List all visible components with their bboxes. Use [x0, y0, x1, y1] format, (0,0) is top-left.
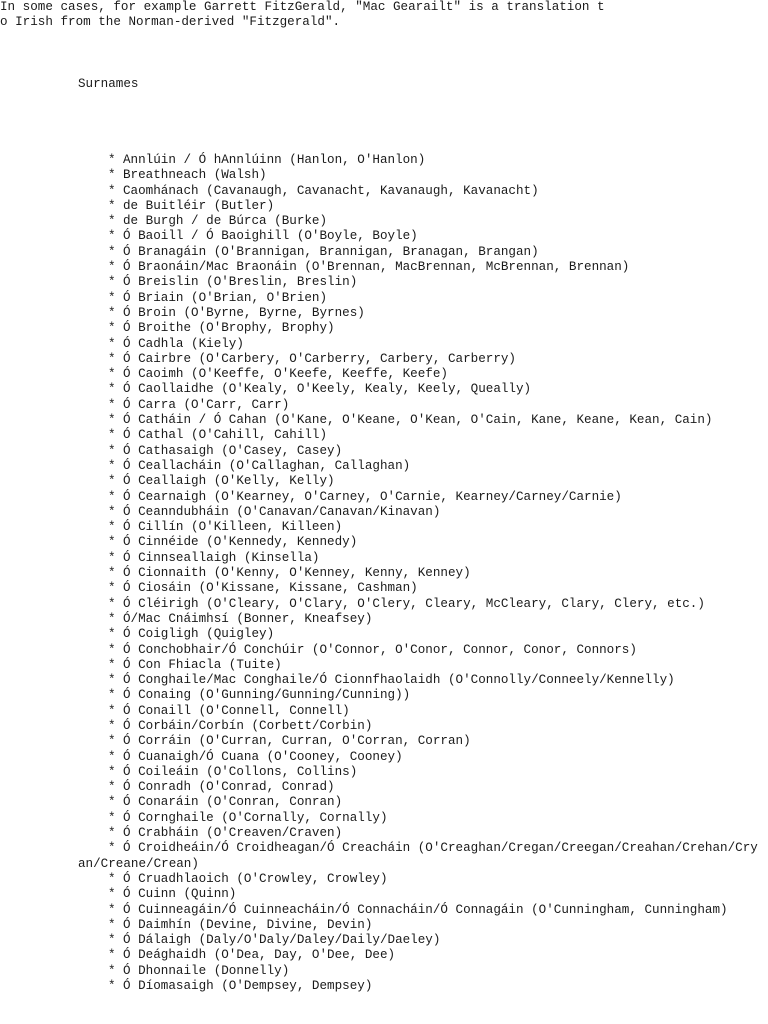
intro-line: In some cases, for example Garrett FitzGerald, "Mac Gearailt" is a translation t — [0, 0, 605, 14]
list-item-text: Ó Díomasaigh (O'Dempsey, Dempsey) — [123, 979, 373, 994]
bullet: * — [108, 841, 116, 856]
list-item — [0, 505, 768, 520]
list-item-text: Ó Cathasaigh (O'Casey, Casey) — [123, 443, 343, 458]
bullet: * — [108, 810, 116, 825]
list-item — [0, 734, 768, 749]
list-item — [0, 719, 768, 734]
list-item — [0, 153, 768, 168]
bullet: * — [108, 244, 116, 259]
list-item-text: Ó Daimhín (Devine, Divine, Devin) — [123, 917, 373, 932]
bullet: * — [108, 902, 116, 917]
list-item — [0, 765, 768, 780]
list-item — [0, 444, 768, 459]
list-item-text: de Burgh / de Búrca (Burke) — [123, 214, 328, 229]
list-item-text: Ó Caoimh (O'Keeffe, O'Keefe, Keeffe, Keefe) — [123, 367, 448, 382]
list-item — [0, 704, 768, 719]
page-title: Surnames — [78, 77, 139, 91]
bullet: * — [108, 749, 116, 764]
list-item-text: Ó Broithe (O'Brophy, Brophy) — [123, 321, 335, 336]
bullet: * — [108, 382, 116, 397]
list-item — [0, 398, 768, 413]
list-item — [0, 658, 768, 673]
bullet: * — [108, 275, 116, 290]
list-item-text: Ó Ceallacháin (O'Callaghan, Callaghan) — [123, 458, 411, 473]
bullet: * — [108, 917, 116, 932]
list-item-text: Ó Broin (O'Byrne, Byrne, Byrnes) — [123, 305, 365, 320]
list-item — [0, 903, 768, 918]
list-item — [0, 964, 768, 979]
bullet: * — [108, 183, 116, 198]
list-item-text: Ó Carra (O'Carr, Carr) — [123, 397, 290, 412]
bullet: * — [108, 153, 116, 167]
list-item — [0, 933, 768, 948]
list-item-text: Ó Braonáin/Mac Braonáin (O'Brennan, MacBrennan, McBrennan, Brennan) — [123, 260, 630, 275]
bullet: * — [108, 260, 116, 275]
list-item-text: Ó Conghaile/Mac Conghaile/Ó Cionnfhaolaidh (O'Connolly/Conneely/Kennelly) — [123, 673, 675, 688]
list-item-text: Ó Coileáin (O'Collons, Collins) — [123, 764, 358, 779]
list-item — [0, 367, 768, 382]
bullet: * — [108, 336, 116, 351]
list-item — [0, 474, 768, 489]
list-item — [0, 872, 768, 887]
list-item-text: Ó Cruadhlaoich (O'Crowley, Crowley) — [123, 871, 388, 886]
bullet: * — [108, 566, 116, 581]
list-item-text: Ó Deághaidh (O'Dea, Day, O'Dee, Dee) — [123, 948, 396, 963]
bullet: * — [108, 642, 116, 657]
list-item-text: Ó Dhonnaile (Donnelly) — [123, 963, 290, 978]
bullet: * — [108, 489, 116, 504]
list-item-text: Ó Cuanaigh/Ó Cuana (O'Cooney, Cooney) — [123, 749, 403, 764]
bullet: * — [108, 367, 116, 382]
bullet: * — [108, 979, 116, 994]
list-item — [0, 520, 768, 535]
bullet: * — [108, 397, 116, 412]
list-item-text: Ó Crabháin (O'Creaven/Craven) — [123, 826, 343, 841]
bullet: * — [108, 535, 116, 550]
list-item-text: Ó Ceallaigh (O'Kelly, Kelly) — [123, 474, 335, 489]
intro-line: o Irish from the Norman-derived "Fitzgerald". — [0, 15, 341, 30]
list-item — [0, 627, 768, 642]
bullet: * — [108, 963, 116, 978]
list-item — [0, 581, 768, 596]
list-item-text: Ó Cillín (O'Killeen, Killeen) — [123, 520, 343, 535]
list-item-text: Ó Corráin (O'Curran, Curran, O'Corran, Corran) — [123, 734, 471, 749]
bullet: * — [108, 703, 116, 718]
bullet: * — [108, 168, 116, 183]
list-item — [0, 260, 768, 275]
list-item — [0, 551, 768, 566]
bullet: * — [108, 504, 116, 519]
bullet: * — [108, 443, 116, 458]
bullet: * — [108, 520, 116, 535]
list-item — [0, 673, 768, 688]
bullet: * — [108, 214, 116, 229]
list-item — [0, 184, 768, 199]
list-item — [0, 887, 768, 902]
list-item-text: Annlúin / Ó hAnnlúinn (Hanlon, O'Hanlon) — [123, 153, 426, 167]
bullet: * — [108, 321, 116, 336]
list-item-text: Ó Cinnéide (O'Kennedy, Kennedy) — [123, 535, 358, 550]
bullet: * — [108, 198, 116, 213]
list-item — [0, 811, 768, 826]
list-item-text: de Buitléir (Butler) — [123, 198, 275, 213]
bullet: * — [108, 826, 116, 841]
bullet: * — [108, 948, 116, 963]
bullet: * — [108, 550, 116, 565]
list-item-text: Ó Conaráin (O'Conran, Conran) — [123, 795, 343, 810]
bullet: * — [108, 718, 116, 733]
bullet: * — [108, 764, 116, 779]
list-item-text: Ó Cadhla (Kiely) — [123, 336, 244, 351]
list-item — [0, 826, 768, 841]
list-item-text: Ó Cearnaigh (O'Kearney, O'Carney, O'Carnie, Kearney/Carney/Carnie) — [123, 489, 622, 504]
bullet: * — [108, 734, 116, 749]
bullet: * — [108, 428, 116, 443]
list-item-text: Ó/Mac Cnáimhsí (Bonner, Kneafsey) — [123, 611, 373, 626]
list-item — [0, 428, 768, 443]
list-item — [0, 597, 768, 612]
list-item — [0, 275, 768, 290]
bullet: * — [108, 229, 116, 244]
list-item — [0, 459, 768, 474]
list-item-text: Ó Corbáin/Corbín (Corbett/Corbin) — [123, 718, 373, 733]
bullet: * — [108, 688, 116, 703]
bullet: * — [108, 413, 116, 428]
list-item — [0, 490, 768, 505]
bullet: * — [108, 474, 116, 489]
bullet: * — [108, 351, 116, 366]
list-item — [0, 612, 768, 627]
list-item-text: Ó Cairbre (O'Carbery, O'Carberry, Carbery, Carberry) — [123, 351, 516, 366]
list-item-text: Ó Cathal (O'Cahill, Cahill) — [123, 428, 328, 443]
list-item — [0, 750, 768, 765]
list-item — [0, 306, 768, 321]
list-item — [0, 948, 768, 963]
list-item-text: Ó Cuinn (Quinn) — [123, 887, 237, 902]
list-item-text: Ó Coigligh (Quigley) — [123, 627, 275, 642]
list-item-text: Ó Ciosáin (O'Kissane, Kissane, Cashman) — [123, 581, 418, 596]
list-item — [0, 214, 768, 229]
list-item-text: Ó Baoill / Ó Baoighill (O'Boyle, Boyle) — [123, 229, 418, 244]
list-item-text: Ó Breislin (O'Breslin, Breslin) — [123, 275, 358, 290]
list-item — [0, 979, 768, 994]
list-item-continuation: an/Creane/Crean) — [78, 856, 199, 871]
list-item — [0, 168, 768, 183]
surname-list — [0, 153, 768, 994]
list-item — [0, 780, 768, 795]
list-item — [0, 918, 768, 933]
bullet: * — [108, 627, 116, 642]
bullet: * — [108, 795, 116, 810]
list-item-text: Ó Cinnseallaigh (Kinsella) — [123, 550, 320, 565]
bullet: * — [108, 933, 116, 948]
list-item-text: Ó Dálaigh (Daly/O'Daly/Daley/Daily/Daeley) — [123, 933, 441, 948]
list-item — [0, 535, 768, 550]
list-item — [0, 382, 768, 397]
list-item-text: Ó Conchobhair/Ó Conchúir (O'Connor, O'Conor, Connor, Conor, Connors) — [123, 642, 637, 657]
list-item-text: Ó Catháin / Ó Cahan (O'Kane, O'Keane, O'Kean, O'Cain, Kane, Keane, Kean, Cain) — [123, 413, 713, 428]
list-item — [0, 291, 768, 306]
list-item — [0, 337, 768, 352]
list-item-text: Ó Conaill (O'Connell, Connell) — [123, 703, 350, 718]
list-item — [0, 352, 768, 367]
bullet: * — [108, 581, 116, 596]
list-item-text: Ó Con Fhiacla (Tuite) — [123, 657, 282, 672]
list-item — [0, 413, 768, 428]
bullet: * — [108, 871, 116, 886]
bullet: * — [108, 887, 116, 902]
list-item — [0, 688, 768, 703]
list-item-text: Ó Branagáin (O'Brannigan, Brannigan, Branagan, Brangan) — [123, 244, 539, 259]
list-item-text: Ó Cionnaith (O'Kenny, O'Kenney, Kenny, Kenney) — [123, 566, 471, 581]
list-item — [0, 199, 768, 214]
list-item-text: Ó Cléirigh (O'Cleary, O'Clary, O'Clery, Cleary, McCleary, Clary, Clery, etc.) — [123, 596, 705, 611]
list-item-text: Ó Croidheáin/Ó Croidheagan/Ó Creacháin (O'Creaghan/Cregan/Creegan/Creahan/Crehan/Cry — [123, 841, 758, 856]
list-item — [0, 321, 768, 336]
bullet: * — [108, 290, 116, 305]
list-item-text: Breathneach (Walsh) — [123, 168, 267, 183]
bullet: * — [108, 596, 116, 611]
bullet: * — [108, 657, 116, 672]
list-item-text: Ó Cornghaile (O'Cornally, Cornally) — [123, 810, 388, 825]
list-item — [0, 566, 768, 581]
bullet: * — [108, 305, 116, 320]
list-item-text: Ó Briain (O'Brian, O'Brien) — [123, 290, 328, 305]
list-item — [0, 795, 768, 810]
bullet: * — [108, 673, 116, 688]
list-item — [0, 245, 768, 260]
list-item-text: Ó Cuinneagáin/Ó Cuinneacháin/Ó Connacháin/Ó Connagáin (O'Cunningham, Cunningham) — [123, 902, 728, 917]
bullet: * — [108, 458, 116, 473]
bullet: * — [108, 780, 116, 795]
list-item — [0, 841, 768, 872]
list-item — [0, 229, 768, 244]
list-item — [0, 643, 768, 658]
list-item-text: Ó Ceanndubháin (O'Canavan/Canavan/Kinavan) — [123, 504, 441, 519]
bullet: * — [108, 611, 116, 626]
list-item-text: Ó Conaing (O'Gunning/Gunning/Cunning)) — [123, 688, 411, 703]
list-item-text: Caomhánach (Cavanaugh, Cavanacht, Kavanaugh, Kavanacht) — [123, 183, 539, 198]
list-item-text: Ó Conradh (O'Conrad, Conrad) — [123, 780, 335, 795]
list-item-text: Ó Caollaidhe (O'Kealy, O'Keely, Kealy, Keely, Queally) — [123, 382, 532, 397]
